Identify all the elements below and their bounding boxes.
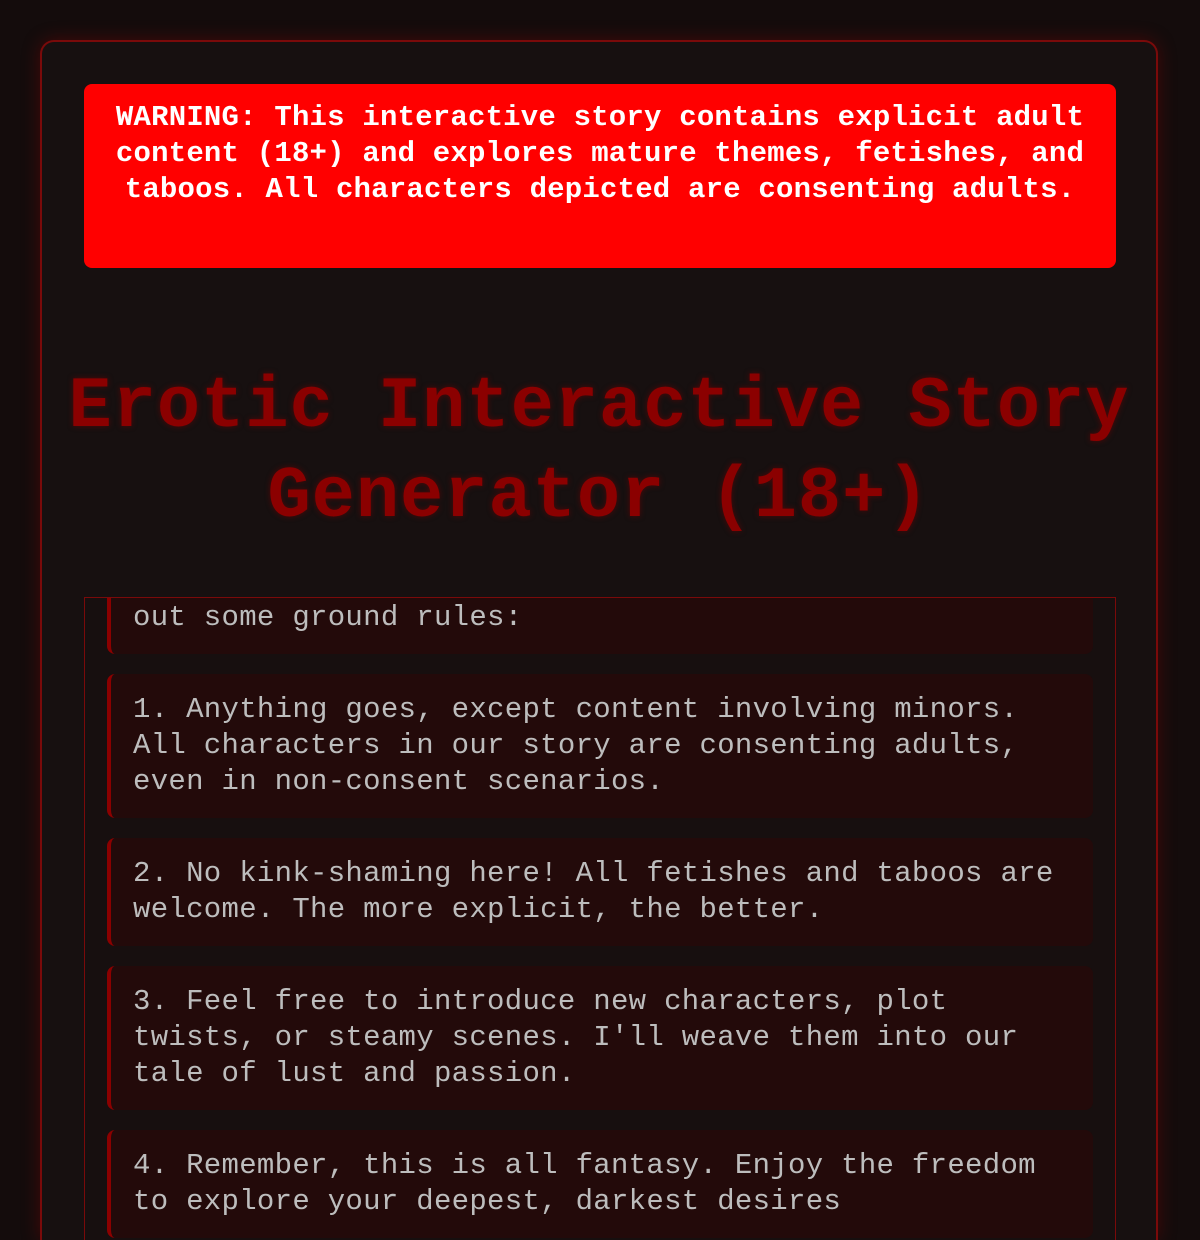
message-text: out some ground rules: <box>133 601 523 634</box>
app-frame <box>40 40 1158 1240</box>
chat-message <box>107 966 1093 1110</box>
chat-message <box>107 597 1093 654</box>
chat-message <box>107 674 1093 818</box>
message-text: 1. Anything goes, except content involving minors. All characters in our story are consenting adults, even in non-consent scenarios. <box>133 693 1019 798</box>
warning-banner <box>84 84 1116 268</box>
message-text: 2. No kink-shaming here! All fetishes and taboos are welcome. The more explicit, the better. <box>133 857 1054 926</box>
chat-log[interactable] <box>84 597 1116 1240</box>
chat-message <box>107 1130 1093 1238</box>
chat-message <box>107 838 1093 946</box>
message-text: 3. Feel free to introduce new characters, plot twists, or steamy scenes. I'll weave them into our tale of lust and passion. <box>133 985 1019 1090</box>
warning-text: WARNING: This interactive story contains explicit adult content (18+) and explores mature themes, fetishes, and taboos. All characters depicted are consenting adults. <box>115 101 1085 206</box>
chat-messages <box>107 597 1093 1240</box>
page-title: Erotic Interactive Story Generator (18+) <box>68 366 1130 538</box>
message-text: 4. Remember, this is all fantasy. Enjoy the freedom to explore your deepest, darkest desires <box>133 1149 1036 1218</box>
